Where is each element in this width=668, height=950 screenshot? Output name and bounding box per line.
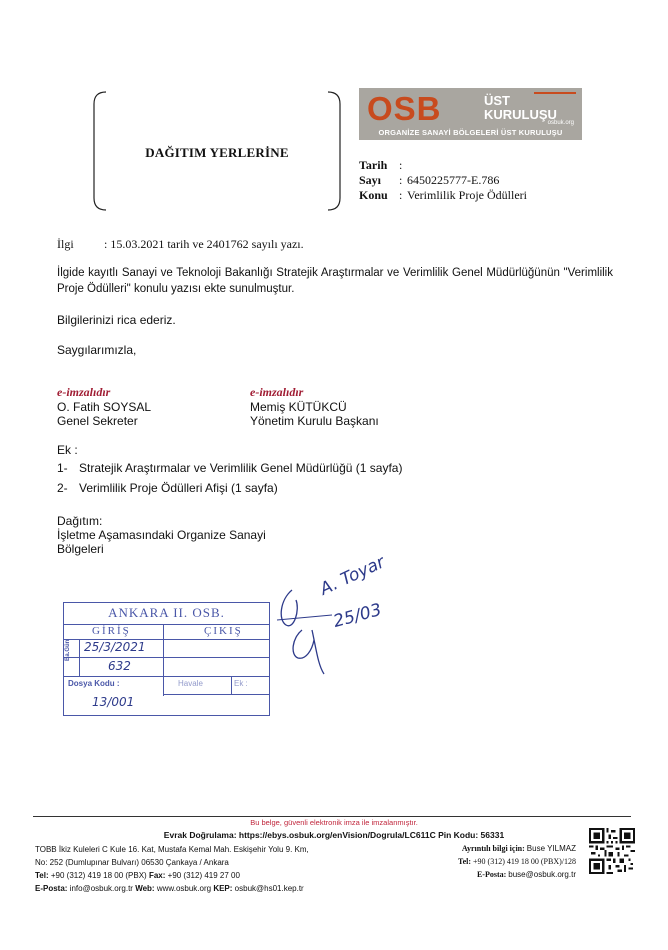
distribution-label: Dağıtım: (57, 514, 103, 528)
stamp-cikis: ÇIKIŞ (204, 625, 243, 637)
logo-kurulusu-text: KURULUŞU (484, 107, 557, 122)
signature-2 (250, 385, 379, 428)
body-paragraph: İlgide kayıtlı Sanayi ve Teknoloji Bakanlığı Stratejik Araştırmalar ve Verimlilik Genel Müdürlüğünün "Verimlilik Proje Ödülleri" konulu yazısı ekte sunulmuştur. (57, 267, 613, 295)
attachments-label: Ek : (57, 443, 78, 457)
footer-address-1: TOBB İkiz Kuleleri C Kule 16. Kat, Mustafa Kemal Mah. Eskişehir Yolu 9. Km, (35, 845, 309, 854)
logo-ust-text: ÜST (484, 93, 510, 108)
qr-code-icon (589, 828, 635, 874)
signature-1-title: Genel Sekreter (57, 414, 138, 428)
logo-website: osbuk.org (547, 120, 574, 126)
meta-subject: Konu : Verimlilik Proje Ödülleri (359, 188, 527, 202)
signature-2-title: Yönetim Kurulu Başkanı (250, 414, 379, 428)
footer-divider (33, 816, 631, 817)
signature-1 (57, 385, 151, 428)
stamp-dosya-label: Dosya Kodu : (68, 679, 120, 688)
meta-date: Tarih : (359, 158, 403, 172)
stamp-havale: Havale (178, 679, 203, 688)
attachment-item: 1- Stratejik Araştırmalar ve Verimlilik Genel Müdürlüğü (1 sayfa) (57, 461, 403, 475)
signature-1-eimza: e-imzalıdır (57, 385, 111, 399)
stamp-giris: GİRİŞ (92, 625, 131, 637)
footer-phone: Tel: +90 (312) 419 18 00 (PBX) Fax: +90 (312) 419 27 00 (35, 871, 240, 880)
handwritten-note-1: A. Toyar (317, 552, 388, 600)
address-block (92, 90, 342, 212)
footer-contact-person: Ayrıntılı bilgi için: Buse YILMAZ (461, 844, 576, 853)
stamp-title: ANKARA II. OSB. (108, 605, 225, 620)
reference-label: İlgi (57, 237, 74, 251)
closing-text: Saygılarımızla, (57, 343, 137, 357)
stamp-ek: Ek : (234, 679, 248, 688)
distribution-line-2: Bölgeleri (57, 542, 104, 556)
reference-text: : 15.03.2021 tarih ve 2401762 sayılı yazı. (104, 237, 304, 251)
stamp-dosya-value: 13/001 (92, 695, 135, 709)
stamp-side-label: Ba.Gün (65, 639, 71, 661)
handwritten-signature (272, 570, 342, 680)
footer-contact-email: E-Posta: buse@osbuk.org.tr (476, 870, 576, 879)
signature-2-name: Memiş KÜTÜKCÜ (250, 400, 347, 414)
distribution-line-1: İşletme Aşamasındaki Organize Sanayi (57, 528, 266, 542)
signature-1-name: O. Fatih SOYSAL (57, 400, 152, 414)
address-title: DAĞITIM YERLERİNE (145, 145, 289, 160)
logo-subtitle: ORGANİZE SANAYİ BÖLGELERİ ÜST KURULUŞU (378, 128, 563, 137)
osb-logo (359, 88, 582, 140)
attachment-item: 2- Verimlilik Proje Ödülleri Afişi (1 sayfa) (57, 481, 278, 495)
logo-stripes (514, 92, 576, 97)
footer-address-2: No: 252 (Dumlupınar Bulvarı) 06530 Çankaya / Ankara (35, 858, 229, 867)
stamp-date: 25/3/2021 (84, 640, 146, 654)
request-text: Bilgilerinizi rica ederiz. (57, 313, 176, 327)
meta-number: Sayı : 6450225777-E.786 (359, 173, 500, 187)
signature-2-eimza: e-imzalıdır (250, 385, 304, 399)
logo-main-text: OSB (367, 90, 442, 127)
footer-contact-phone: Tel: +90 (312) 419 18 00 (PBX)/128 (458, 857, 576, 866)
handwritten-note-2: 25/03 (331, 599, 384, 633)
incoming-stamp (63, 602, 270, 716)
footer-verification: Evrak Doğrulama: https://ebys.osbuk.org/enVision/Dogrula/LC611C Pin Kodu: 56331 (163, 830, 505, 840)
stamp-number: 632 (108, 659, 131, 673)
footer-contacts: E-Posta: info@osbuk.org.tr Web: www.osbuk.org KEP: osbuk@hs01.kep.tr (35, 884, 304, 893)
footer-notice: Bu belge, güvenli elektronik imza ile imzalanmıştır. (250, 818, 418, 827)
